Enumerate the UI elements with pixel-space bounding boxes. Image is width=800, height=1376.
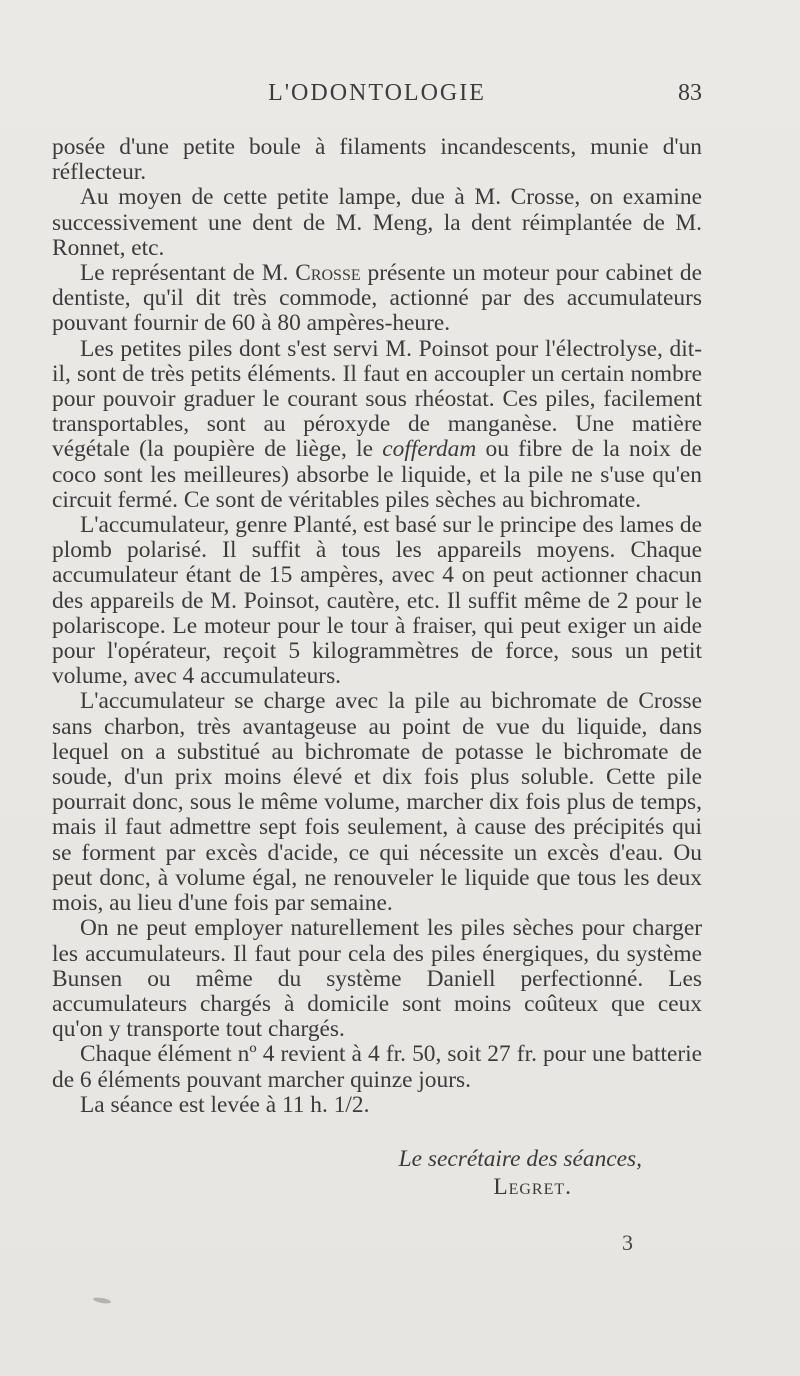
- paragraph-5: L'accumulateur, genre Planté, est basé sur le principe des lames de plomb polarisé. Il suffit à tous les appareils moyens. Chaque accumulateur étant de 15 ampères, avec 4 on peut actionner chacun des appareils de M. Poinsot, cautère, etc. Il suffit même de 2 pour le polariscope. Le moteur pour le tour à fraiser, qui peut exiger un aide pour l'opérateur, reçoit 5 kilogrammètres de force, sous un petit volume, avec 4 accumulateurs.: [52, 512, 702, 690]
- paragraph-9: La séance est levée à 11 h. 1/2.: [80, 1091, 370, 1118]
- paragraph-3: [52, 261, 702, 337]
- paragraph-2: Au moyen de cette petite lampe, due à M. Crosse, on examine successivement une dent de M. Meng, la dent réimplantée de M. Ronnet, etc.: [52, 184, 702, 261]
- paragraph-3-text-a: Le représentant de M.: [80, 260, 296, 287]
- page-header: [52, 80, 702, 116]
- paragraph-8: Chaque élément nº 4 revient à 4 fr. 50, soit 27 fr. pour une batterie de 6 éléments pouvant marcher quinze jours.: [52, 1041, 702, 1093]
- page-number: 83: [678, 80, 702, 106]
- paragraph-4-text-b: ou fibre de la noix de coco sont les meilleures) absorbe le liquide, et la pile ne s'use qu'en circuit fermé. Ce sont de véritables piles sèches au bichromate.: [52, 436, 702, 513]
- signature-name: Legret.: [493, 1174, 572, 1200]
- paragraph-1: posée d'une petite boule à filaments incandescents, munie d'un réflecteur.: [52, 134, 702, 186]
- paragraph-7: On ne peut employer naturellement les piles sèches pour charger les accumulateurs. Il faut pour cela des piles énergiques, du système Bunsen ou même du système Daniell perfectionné. Les accumulateurs chargés à domicile sont moins coûteux que ceux qu'on y transporte tout chargés.: [52, 915, 702, 1043]
- paragraph-6: L'accumulateur se charge avec la pile au bichromate de Crosse sans charbon, très avantageuse au point de vue du liquide, dans lequel on a substitué au bichromate de potasse le bichromate de soude, d'un prix moins élevé et dix fois plus soluble. Cette pile pourrait donc, sous le même volume, marcher dix fois plus de temps, mais il faut admettre sept fois seulement, à cause des précipités qui se forment par excès d'acide, ce qui nécessite un excès d'eau. Ou peut donc, à volume égal, ne renouveler le liquide que tous les deux mois, au lieu d'une fois par semaine.: [52, 688, 702, 917]
- paragraph-4: [52, 337, 702, 513]
- paragraph-3-name: Crosse: [295, 260, 361, 287]
- signature-block: [52, 1145, 702, 1201]
- paragraph-3-text-b: présente un moteur pour cabinet de dentiste, qu'il dit très commode, actionné par des accumulateurs pouvant fournir de 60 à 80 ampères-heure.: [52, 260, 703, 337]
- paragraph-4-text-a: Les petites piles dont s'est servi M. Poinsot pour l'électrolyse, dit-il, sont de très petits éléments. Il faut en accoupler un certain nombre pour pouvoir graduer le courant sous rhéostat. Ces piles, facilement transportables, sont au péroxyde de manganèse. Une matière végétale (la poupière de liège, le: [52, 335, 702, 463]
- running-head: L'ODONTOLOGIE: [268, 80, 486, 106]
- paragraph-4-italic: cofferdam: [382, 436, 477, 463]
- signature-mark: 3: [622, 1230, 633, 1255]
- signature-title: Le secrétaire des séances,: [398, 1146, 642, 1172]
- body-text: [52, 135, 702, 1118]
- ink-smudge: [93, 1296, 112, 1304]
